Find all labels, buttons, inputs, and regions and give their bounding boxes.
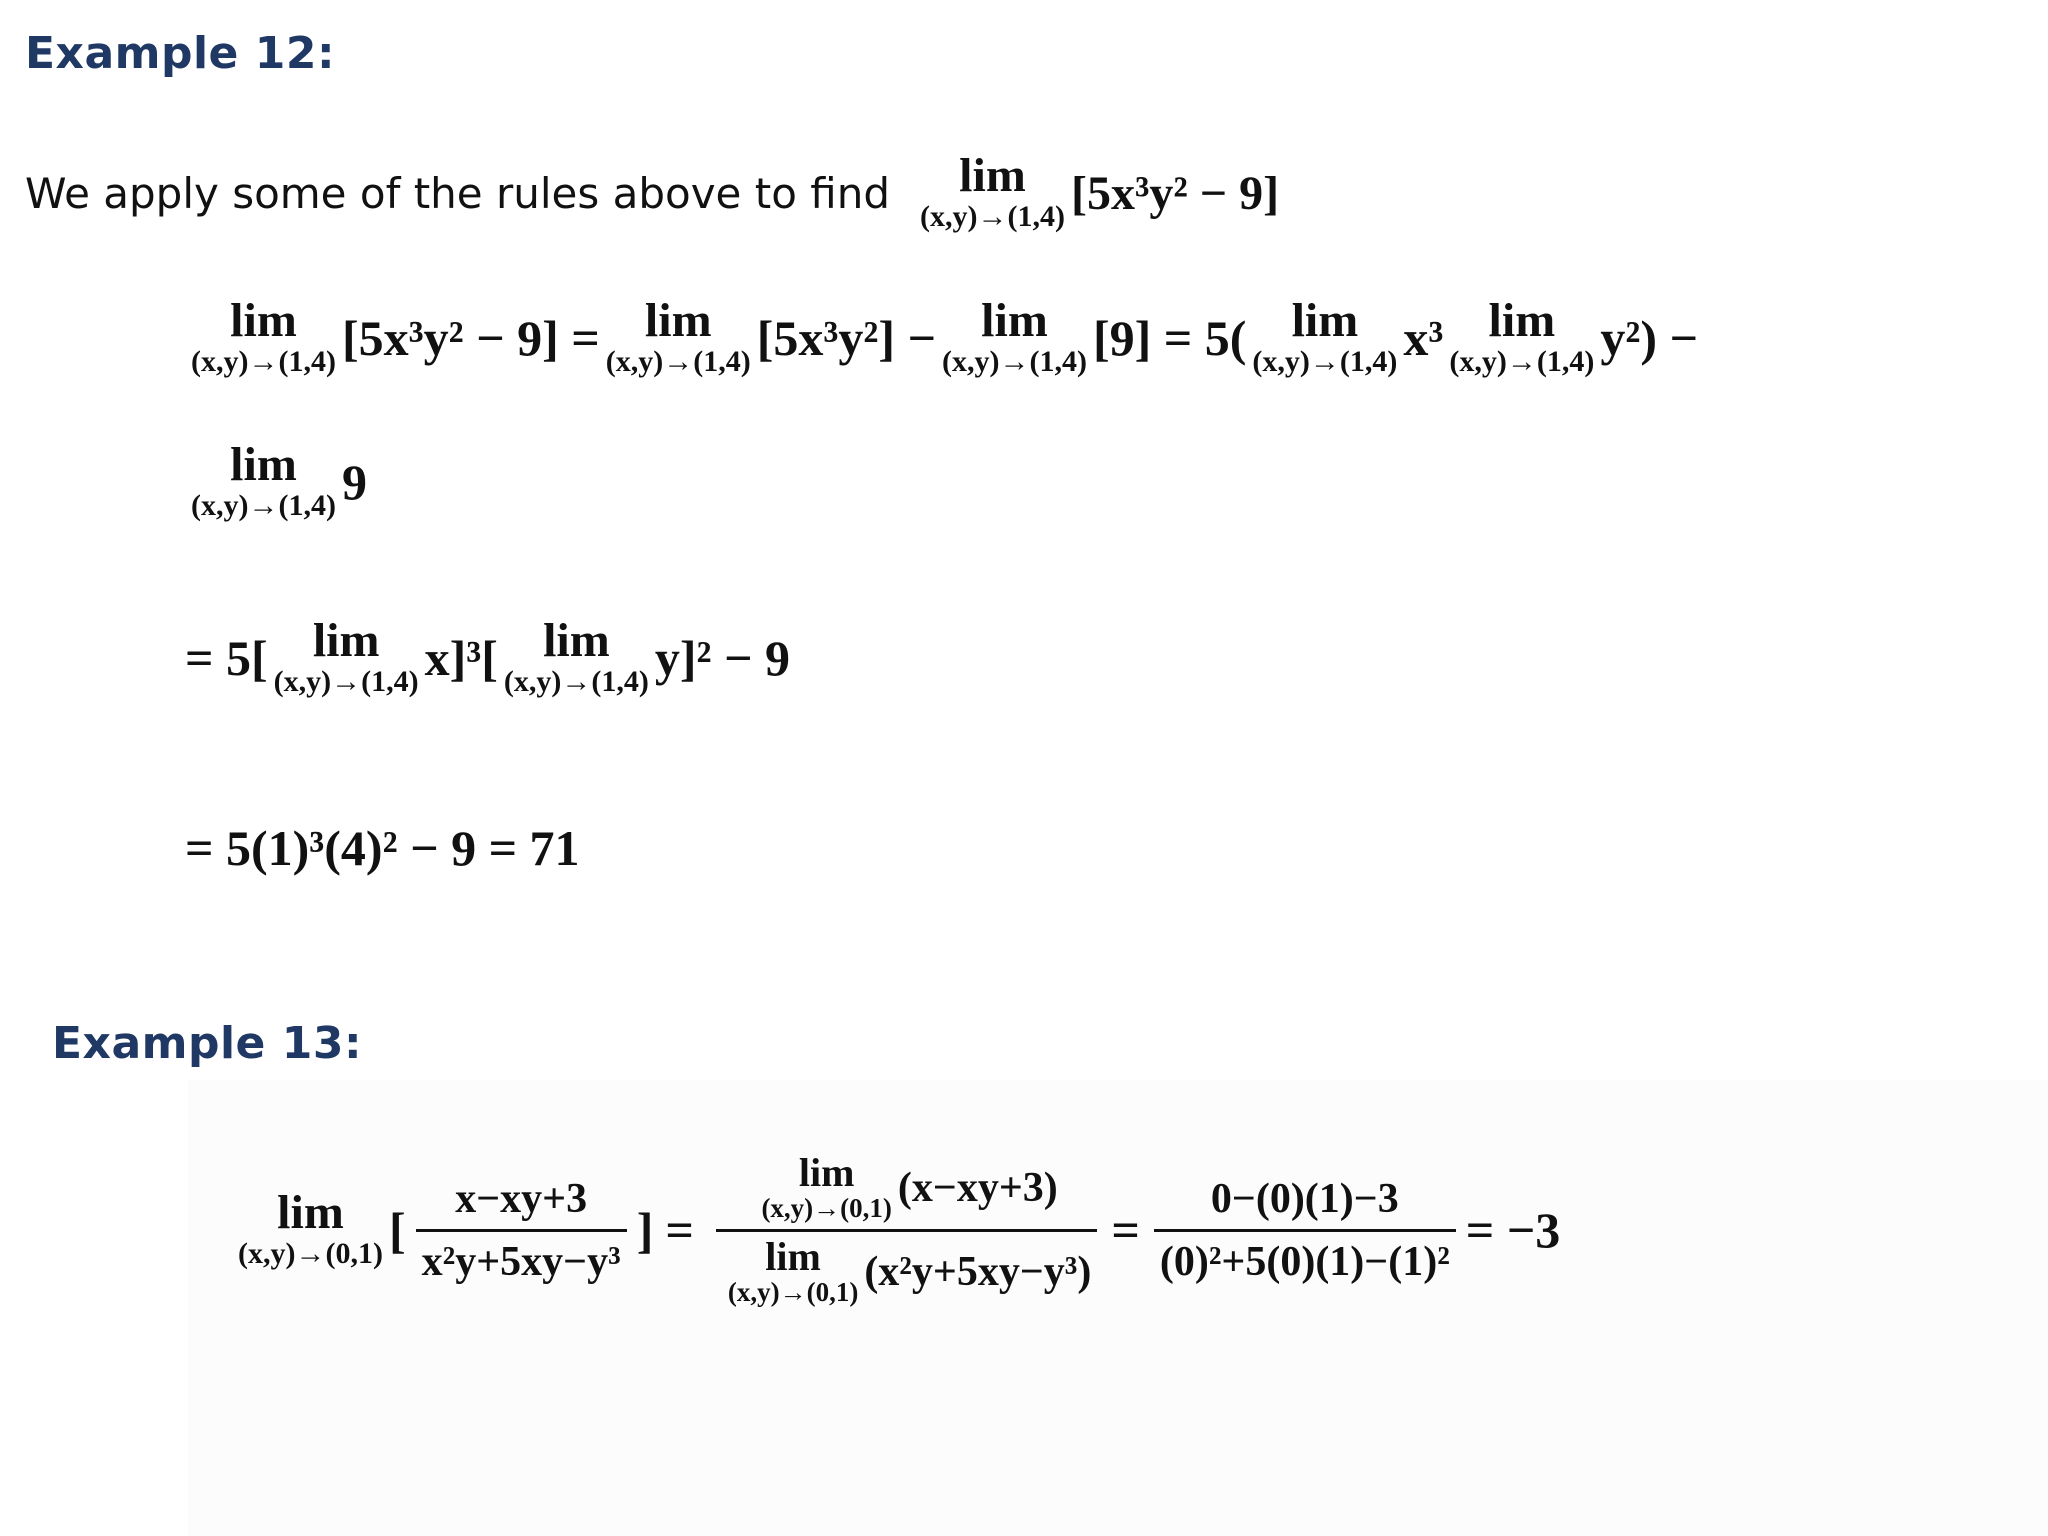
fraction-1 <box>416 1175 627 1286</box>
numerator <box>749 1150 1063 1228</box>
expr-result: = 5(1)³(4)² − 9 = 71 <box>185 820 580 876</box>
limit-operator: lim (x,y)→(1,4) <box>191 294 336 379</box>
numerator-expr: (x−xy+3) <box>897 1165 1058 1212</box>
intro-expression: [5x³y² − 9] <box>1070 166 1280 220</box>
limit-operator: lim (x,y)→(0,1) <box>727 1233 859 1307</box>
expr-term: [5x³y² − 9] = <box>341 310 600 366</box>
fraction-3 <box>1154 1175 1456 1286</box>
denominator: x²y+5xy−y³ <box>421 1238 621 1285</box>
expr-term: 9 <box>341 454 367 510</box>
equals-sign: = <box>1111 1202 1140 1258</box>
lim-subscript: (x,y)→(1,4) <box>920 200 1065 234</box>
expr-term: x]³[ <box>424 630 498 686</box>
equation-line-2 <box>185 432 367 532</box>
example-13-heading: Example 13: <box>52 1018 363 1069</box>
bracket-open: [ <box>388 1202 406 1258</box>
expr-term: y]² − 9 <box>654 630 791 686</box>
limit-operator: lim (x,y)→(0,1) <box>761 1150 892 1224</box>
fraction-2 <box>716 1150 1098 1307</box>
example-13-equation <box>232 1140 1560 1320</box>
lim-word: lim <box>959 149 1026 203</box>
denominator-expr: (x²y+5xy−y³) <box>864 1248 1092 1295</box>
limit-operator: lim (x,y)→(0,1) <box>238 1186 383 1271</box>
expr-term: = 5[ <box>185 630 268 686</box>
expr-term: [9] = 5( <box>1092 310 1247 366</box>
bracket-close: ] <box>636 1202 654 1258</box>
numerator: x−xy+3 <box>455 1175 588 1222</box>
denominator <box>716 1232 1098 1306</box>
example-12-heading: Example 12: <box>25 28 336 79</box>
equation-line-4 <box>185 808 580 888</box>
limit-operator <box>920 149 1065 234</box>
expr-term: x³ <box>1403 310 1444 366</box>
limit-operator: lim (x,y)→(1,4) <box>1449 294 1595 379</box>
expr-term: y²) − <box>1600 310 1698 366</box>
equals-sign: = <box>665 1202 694 1258</box>
limit-operator: lim (x,y)→(1,4) <box>605 294 751 379</box>
expr-term: [5x³y²] − <box>756 310 936 366</box>
intro-text: We apply some of the rules above to find <box>25 168 890 218</box>
expr-result: = −3 <box>1465 1202 1561 1258</box>
limit-operator: lim (x,y)→(1,4) <box>1252 294 1398 379</box>
limit-operator: lim (x,y)→(1,4) <box>941 294 1087 379</box>
limit-operator: lim (x,y)→(1,4) <box>273 614 419 699</box>
limit-operator: lim (x,y)→(1,4) <box>191 438 336 523</box>
limit-operator: lim (x,y)→(1,4) <box>503 614 649 699</box>
example-12-intro <box>25 148 1279 238</box>
equation-line-3 <box>185 608 790 708</box>
equation-line-1 <box>185 288 1698 388</box>
denominator: (0)²+5(0)(1)−(1)² <box>1159 1238 1450 1285</box>
numerator: 0−(0)(1)−3 <box>1210 1175 1399 1222</box>
